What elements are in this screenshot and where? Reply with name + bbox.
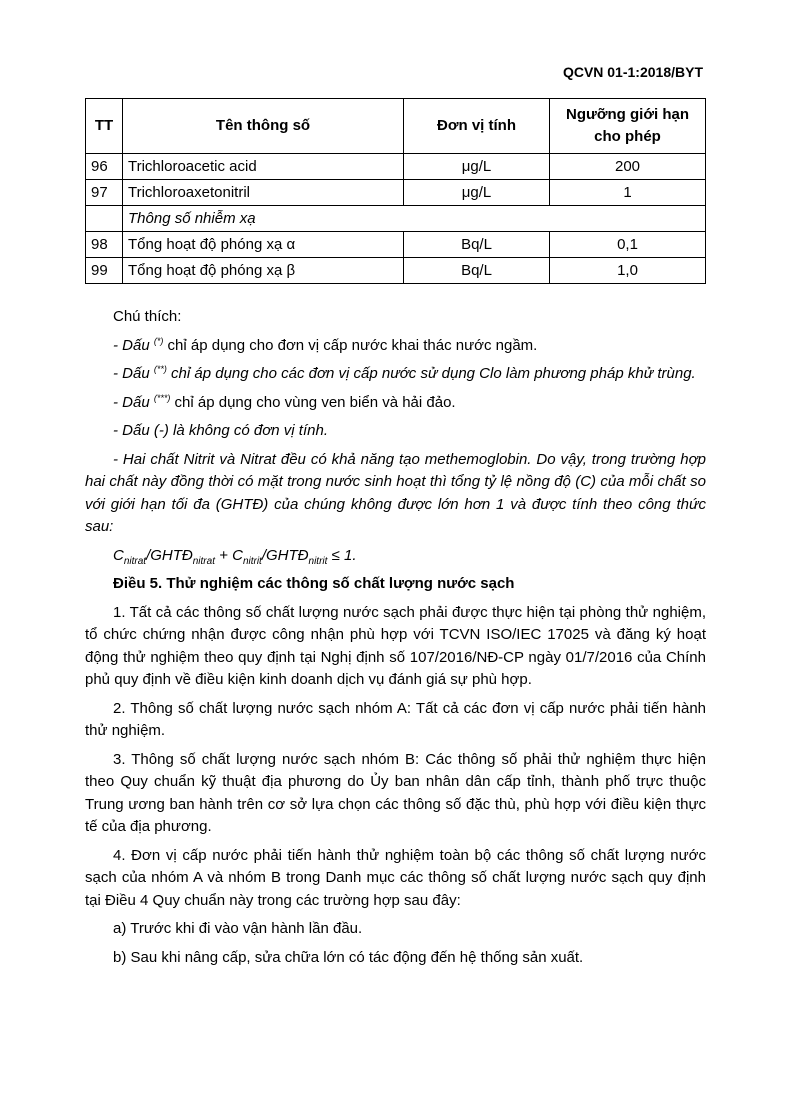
formula-c1-sub: nitrat (123, 555, 147, 567)
cell-limit: 0,1 (550, 232, 706, 258)
cell-tt: 98 (86, 232, 123, 258)
header-unit: Đơn vị tính (404, 99, 550, 154)
note-2-post: chỉ áp dụng cho các đơn vị cấp nước sử dụng Clo làm phương pháp khử trùng. (166, 365, 696, 382)
formula-g1: /GHTĐ (146, 546, 193, 564)
header-limit-line1: Ngưỡng giới hạn (565, 106, 689, 123)
note-1-sup: (*) (153, 335, 164, 346)
formula-g2: /GHTĐ (261, 546, 309, 564)
cell-name: Tổng hoạt độ phóng xạ α (123, 232, 404, 258)
note-3-pre: - Dấu (113, 393, 154, 411)
header-limit-line2: cho phép (594, 128, 661, 145)
table-row (86, 180, 706, 206)
table-row (86, 232, 706, 258)
formula (85, 545, 706, 568)
article-heading: Điều 5. Thử nghiệm các thông số chất lượng nước sạch (113, 575, 515, 592)
notes-title: Chú thích: (113, 308, 182, 325)
note-1-pre: - Dấu (113, 336, 154, 354)
article-paragraph-2: 2. Thông số chất lượng nước sạch nhóm A: Tất cả các đơn vị cấp nước phải tiến hành thử nghiệm. (85, 699, 706, 739)
formula-plus: + (214, 546, 233, 564)
cell-tt: 97 (86, 180, 123, 206)
note-2-pre: - Dấu (113, 365, 154, 382)
document-body (85, 306, 706, 975)
note-2-sup: (**) (153, 364, 167, 374)
parameter-table (85, 98, 706, 284)
cell-name: Trichloroaxetonitril (123, 180, 404, 206)
cell-name: Tổng hoạt độ phóng xạ β (123, 258, 404, 284)
section-label: Thông số nhiễm xạ (123, 206, 706, 232)
formula-c2: C (232, 546, 243, 564)
note-5: - Hai chất Nitrit và Nitrat đều có khả năng tạo methemoglobin. Do vậy, trong trường hợp hai chất này đồng thời có mặt trong nước sinh hoạt thì tổng tỷ lệ nồng độ (C) của mỗi chất so với giới hạn tối đa (GHTĐ) của chúng không được lớn hơn 1 và được tính theo công thức sau: (85, 450, 706, 535)
article-item-a: a) Trước khi đi vào vận hành lần đầu. (113, 920, 363, 937)
formula-g1-sub: nitrat (192, 555, 215, 567)
cell-unit: μg/L (404, 154, 550, 180)
cell-name: Trichloroacetic acid (123, 154, 404, 180)
note-2 (85, 363, 706, 386)
table-row (86, 154, 706, 180)
article-paragraph-3: 3. Thông số chất lượng nước sạch nhóm B: Các thông số phải thử nghiệm thực hiện theo Quy chuẩn kỹ thuật địa phương do Ủy ban nhân dân cấp tỉnh, thành phố trực thuộc Trung ương ban hành trên cơ sở lựa chọn các thông số đặc thù, phù hợp với điều kiện thực tế của địa phương. (85, 750, 706, 835)
formula-c2-sub: nitrit (242, 555, 262, 567)
cell-unit: Bq/L (404, 258, 550, 284)
cell-limit: 1,0 (550, 258, 706, 284)
table-row (86, 258, 706, 284)
article-paragraph-4: 4. Đơn vị cấp nước phải tiến hành thử nghiệm toàn bộ các thông số chất lượng nước sạch của nhóm A và nhóm B trong Danh mục các thông số chất lượng nước sạch quy định tại Điều 4 Quy chuẩn này trong các trường hợp sau đây: (85, 846, 706, 909)
cell-tt-empty (86, 206, 123, 232)
article-paragraph-1: 1. Tất cả các thông số chất lượng nước sạch phải được thực hiện tại phòng thử nghiệm, tổ chức chứng nhận được công nhận phù hợp với TCVN ISO/IEC 17025 và đăng ký hoạt động thử nghiệm theo quy định tại Nghị định số 107/2016/NĐ-CP ngày 01/7/2016 của Chính phủ quy định về điều kiện kinh doanh dịch vụ đánh giá sự phù hợp. (85, 603, 706, 688)
header-tt: TT (86, 99, 123, 154)
formula-g2-sub: nitrit (308, 555, 328, 567)
cell-tt: 96 (86, 154, 123, 180)
note-1-post: chỉ áp dụng cho đơn vị cấp nước khai thác nước ngầm. (163, 336, 538, 354)
note-3-post: chỉ áp dụng cho vùng ven biển và hải đảo. (170, 393, 456, 411)
document-code: QCVN 01-1:2018/BYT (562, 64, 703, 80)
note-4: - Dấu (-) là không có đơn vị tính. (113, 422, 328, 439)
table-header-row (86, 99, 706, 154)
header-limit (550, 99, 706, 154)
cell-tt: 99 (86, 258, 123, 284)
cell-limit: 200 (550, 154, 706, 180)
note-3 (85, 392, 706, 415)
article-item-b: b) Sau khi nâng cấp, sửa chữa lớn có tác động đến hệ thống sản xuất. (113, 948, 584, 966)
header-name: Tên thông số (123, 99, 404, 154)
note-3-sup: (***) (153, 392, 171, 403)
table-section-row (86, 206, 706, 232)
formula-tail: ≤ 1. (327, 546, 357, 564)
cell-limit: 1 (550, 180, 706, 206)
formula-c1: C (113, 546, 124, 564)
cell-unit: Bq/L (404, 232, 550, 258)
note-1 (85, 335, 706, 358)
cell-unit: μg/L (404, 180, 550, 206)
